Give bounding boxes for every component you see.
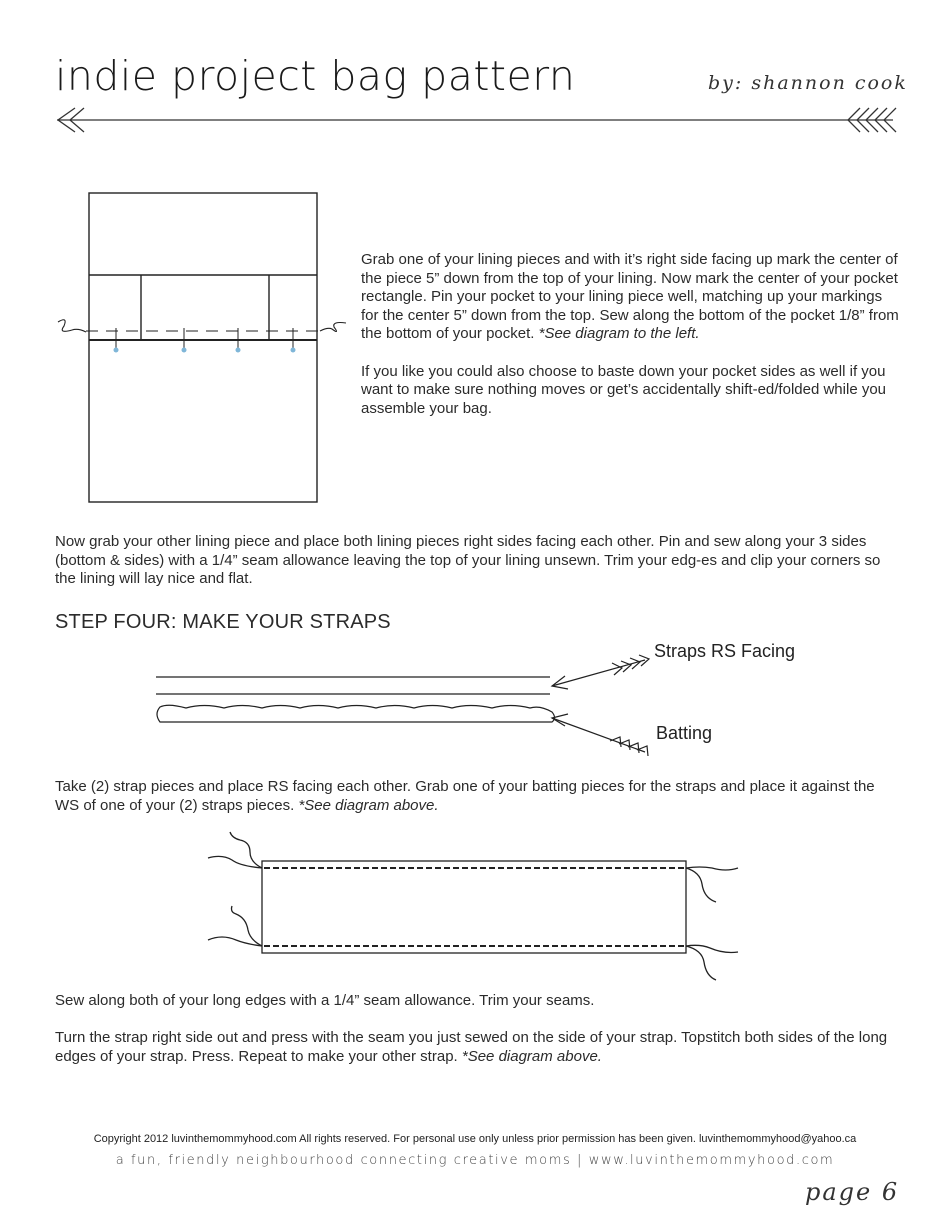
batting-label: Batting [656,723,713,743]
arrow-fletching-icon [610,737,648,756]
strap-paragraphs [55,992,900,1085]
strap-instructions-1: Take (2) strap pieces and place RS facing each other. Grab one of your batting pieces for the straps and place it against the WS of one of your (2) straps pieces. [55,778,875,814]
strap-instructions-3: Turn the strap right side out and press with the seam you just sewed on the side of your strap. Topstitch both sides of the long edges of your strap. Press. Repeat to make your other strap. [55,1029,888,1065]
intro-text [361,251,901,437]
thread-tail-icon [686,946,716,980]
lining-pocket-diagram [58,193,346,502]
straps-batting-diagram [156,655,649,756]
arrow-straps [552,660,645,686]
strap-rectangle [262,861,686,953]
thread-tail-icon [208,937,262,946]
page-title: indie project bag pattern [55,52,576,100]
lining-paragraph: Now grab your other lining piece and place both lining pieces right sides facing each other. Pin and sew along your 3 sides (bottom & sides) with a 1/4” seam allowance leaving the top of your lining unsewn. Trim your edg-es and clip your corners so the lining will lay nice and flat. [55,533,881,588]
sewn-strap-diagram [208,832,738,980]
squiggle-right-icon [320,323,346,332]
site-tagline: a fun, friendly neighbourhood connecting creative moms | www.luvinthemommyhood.com [115,1153,835,1168]
intro-paragraph-2: If you like you could also choose to baste down your pocket sides as well if you want to make sure nothing moves or get’s accidentally shift-ed/folded while you assemble your bag. [361,362,887,417]
batting-piece [157,705,555,722]
arrow-batting [552,718,645,752]
step-four-heading: STEP FOUR: MAKE YOUR STRAPS [55,611,391,633]
intro-paragraph-1: Grab one of your lining pieces and with it’s right side facing up mark the center of the piece 5” down from the top of your lining. Now mark the center of your pocket rectangle. Pin your pocket to your lining piece well, matching up your markings for the center 5” down from the top. Sew along the bottom of the pocket 1/8” from the bottom of your pocket. [361,251,899,343]
arrow-fletching-icon [612,655,649,675]
strap-paragraph-2: Sew along both of your long edges with a 1/4” seam allowance. Trim your seams. [55,992,595,1009]
author-byline: by: shannon cook [708,72,908,94]
copyright-notice: Copyright 2012 luvinthemommyhood.com All rights reserved. For personal use only unless prior permission has been given. luvinthemommyhood@yahoo.ca [93,1133,857,1145]
straps-label: Straps RS Facing [654,641,796,661]
strap-diagram-note-3: *See diagram above. [461,1047,602,1065]
header-arrow-divider [57,108,896,132]
thread-tail-icon [230,832,262,868]
page-number: page 6 [805,1178,900,1206]
strap-paragraph-1 [55,778,900,815]
squiggle-left-icon [58,320,86,332]
lining-piece [89,193,317,502]
strap-diagram-note-1: *See diagram above. [298,796,439,814]
intro-diagram-note: *See diagram to the left. [538,325,700,343]
thread-tail-icon [686,868,716,902]
pin-heads [114,348,296,353]
thread-tail-icon [686,867,738,870]
